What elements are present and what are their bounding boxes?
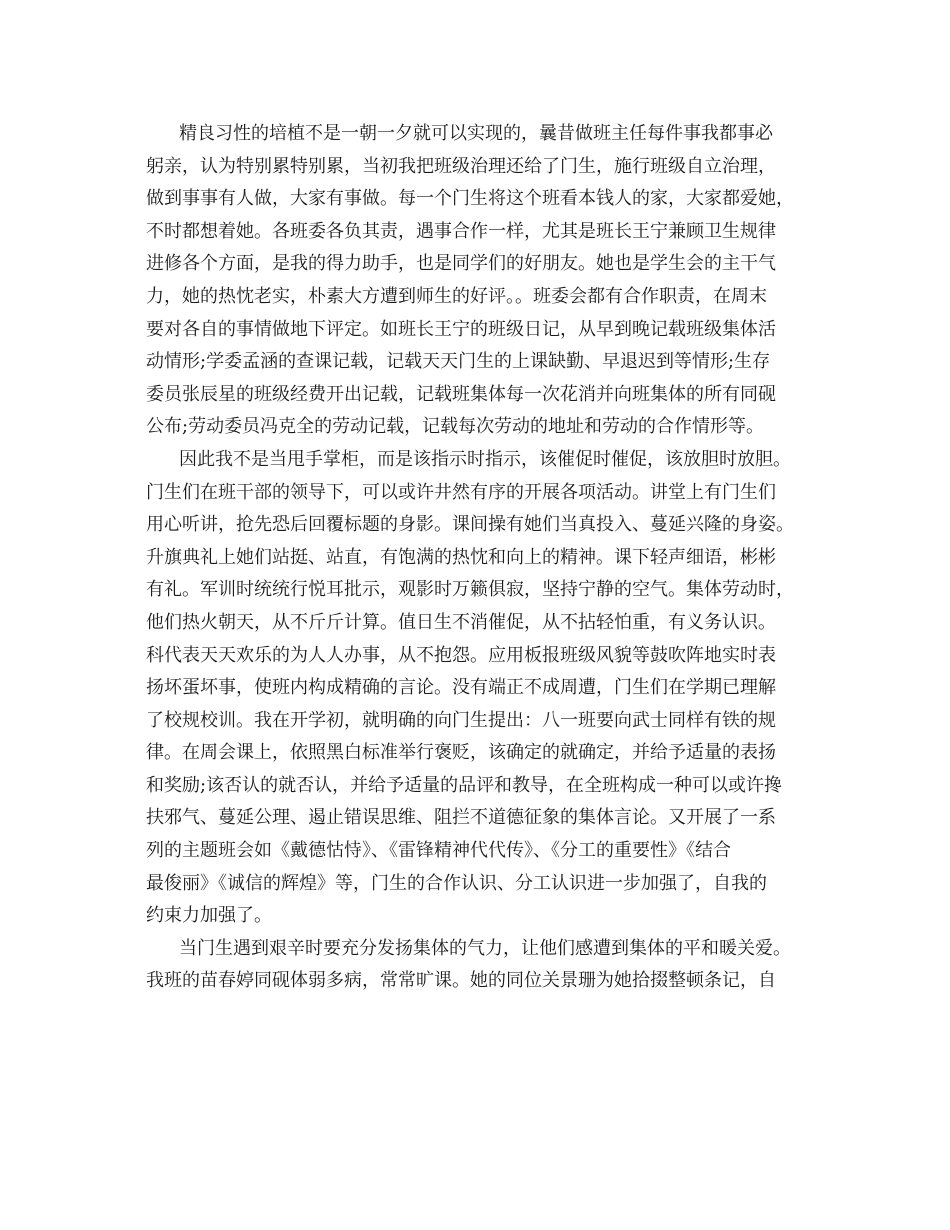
body-text	[146, 118, 826, 998]
text-line: 用心听讲，抢先恐后回覆标题的身影。课间操有她们当真投入、蔓延兴隆的身姿。	[146, 514, 794, 536]
text-line: 列的主题班会如《戴德怙恃》、《雷锋精神代代传》、《分工的重要性》《结合	[146, 840, 731, 862]
text-line: 动情形;学委孟涵的查课记载，记载天天门生的上课缺勤、早退迟到等情形;生存	[146, 351, 771, 373]
text-line: 不时都想着她。各班委各负其责，遇事合作一样，尤其是班长王宁兼顾卫生规律	[146, 220, 776, 242]
text-line: 扶邪气、蔓延公理、遏止错误思维、阻拦不道德征象的集体言论。又开展了一系	[146, 807, 776, 829]
text-line: 进修各个方面，是我的得力助手，也是同学们的好朋友。她也是学生会的主干气	[146, 253, 776, 275]
text-line: 有礼。军训时统统行悦耳批示，观影时万籁俱寂，坚持宁静的空气。集体劳动时，	[146, 579, 794, 601]
text-line: 力，她的热忱老实，朴素大方遭到师生的好评。。班委会都有合作职责，在周末	[146, 285, 767, 307]
text-line: 躬亲，认为特别累特别累，当初我把班级治理还给了门生，施行班级自立治理，	[146, 155, 776, 177]
text-line: 升旗典礼上她们站挺、站直，有饱满的热忱和向上的精神。课下轻声细语，彬彬	[146, 546, 776, 568]
text-line: 精良习性的培植不是一朝一夕就可以实现的，曩昔做班主任每件事我都事必	[179, 123, 773, 144]
text-line: 门生们在班干部的领导下，可以或许井然有序的开展各项活动。讲堂上有门生们	[146, 481, 776, 503]
text-line: 科代表天天欢乐的为人人办事，从不抱怨。应用板报班级风貌等鼓吹阵地实时表	[146, 644, 776, 666]
text-line: 公布;劳动委员冯克全的劳动记载，记载每次劳动的地址和劳动的合作情形等。	[146, 416, 765, 438]
text-line: 扬坏蛋坏事，使班内构成精确的言论。没有端正不成周遭，门生们在学期已理解	[146, 677, 776, 699]
text-line: 和奖励;该否认的就否认，并给予适量的品评和教导，在全班构成一种可以或许搀	[146, 774, 783, 796]
text-line: 约束力加强了。	[146, 905, 272, 927]
text-line: 委员张辰星的班级经费开出记载，记载班集体每一次花消并向班集体的所有同砚	[146, 383, 776, 405]
text-line: 他们热火朝天，从不斤斤计算。值日生不消催促，从不拈轻怕重，有义务认识。	[146, 611, 776, 633]
text-line: 要对各自的事情做地下评定。如班长王宁的班级日记，从早到晚记载班级集体活	[146, 318, 776, 340]
text-line: 最俊丽》《诚信的辉煌》等，门生的合作认识、分工认识进一步加强了，自我的	[146, 872, 767, 894]
text-line: 当门生遇到艰辛时要充分发扬集体的气力，让他们感遭到集体的平和暖关爱。	[179, 937, 791, 959]
text-line: 因此我不是当甩手掌柜，而是该指示时指示，该催促时催促，该放胆时放胆。	[179, 448, 791, 470]
text-line: 我班的苗春婷同砚体弱多病，常常旷课。她的同位关景珊为她拾掇整顿条记，自	[146, 970, 776, 992]
text-line: 了校规校训。我在开学初，就明确的向门生提出：八一班要向武士同样有铁的规	[146, 709, 776, 731]
text-line: 律。在周会课上，依照黑白标准举行褒贬，该确定的就确定，并给予适量的表扬	[146, 742, 776, 764]
text-line: 做到事事有人做，大家有事做。每一个门生将这个班看本钱人的家，大家都爱她，	[146, 188, 794, 210]
